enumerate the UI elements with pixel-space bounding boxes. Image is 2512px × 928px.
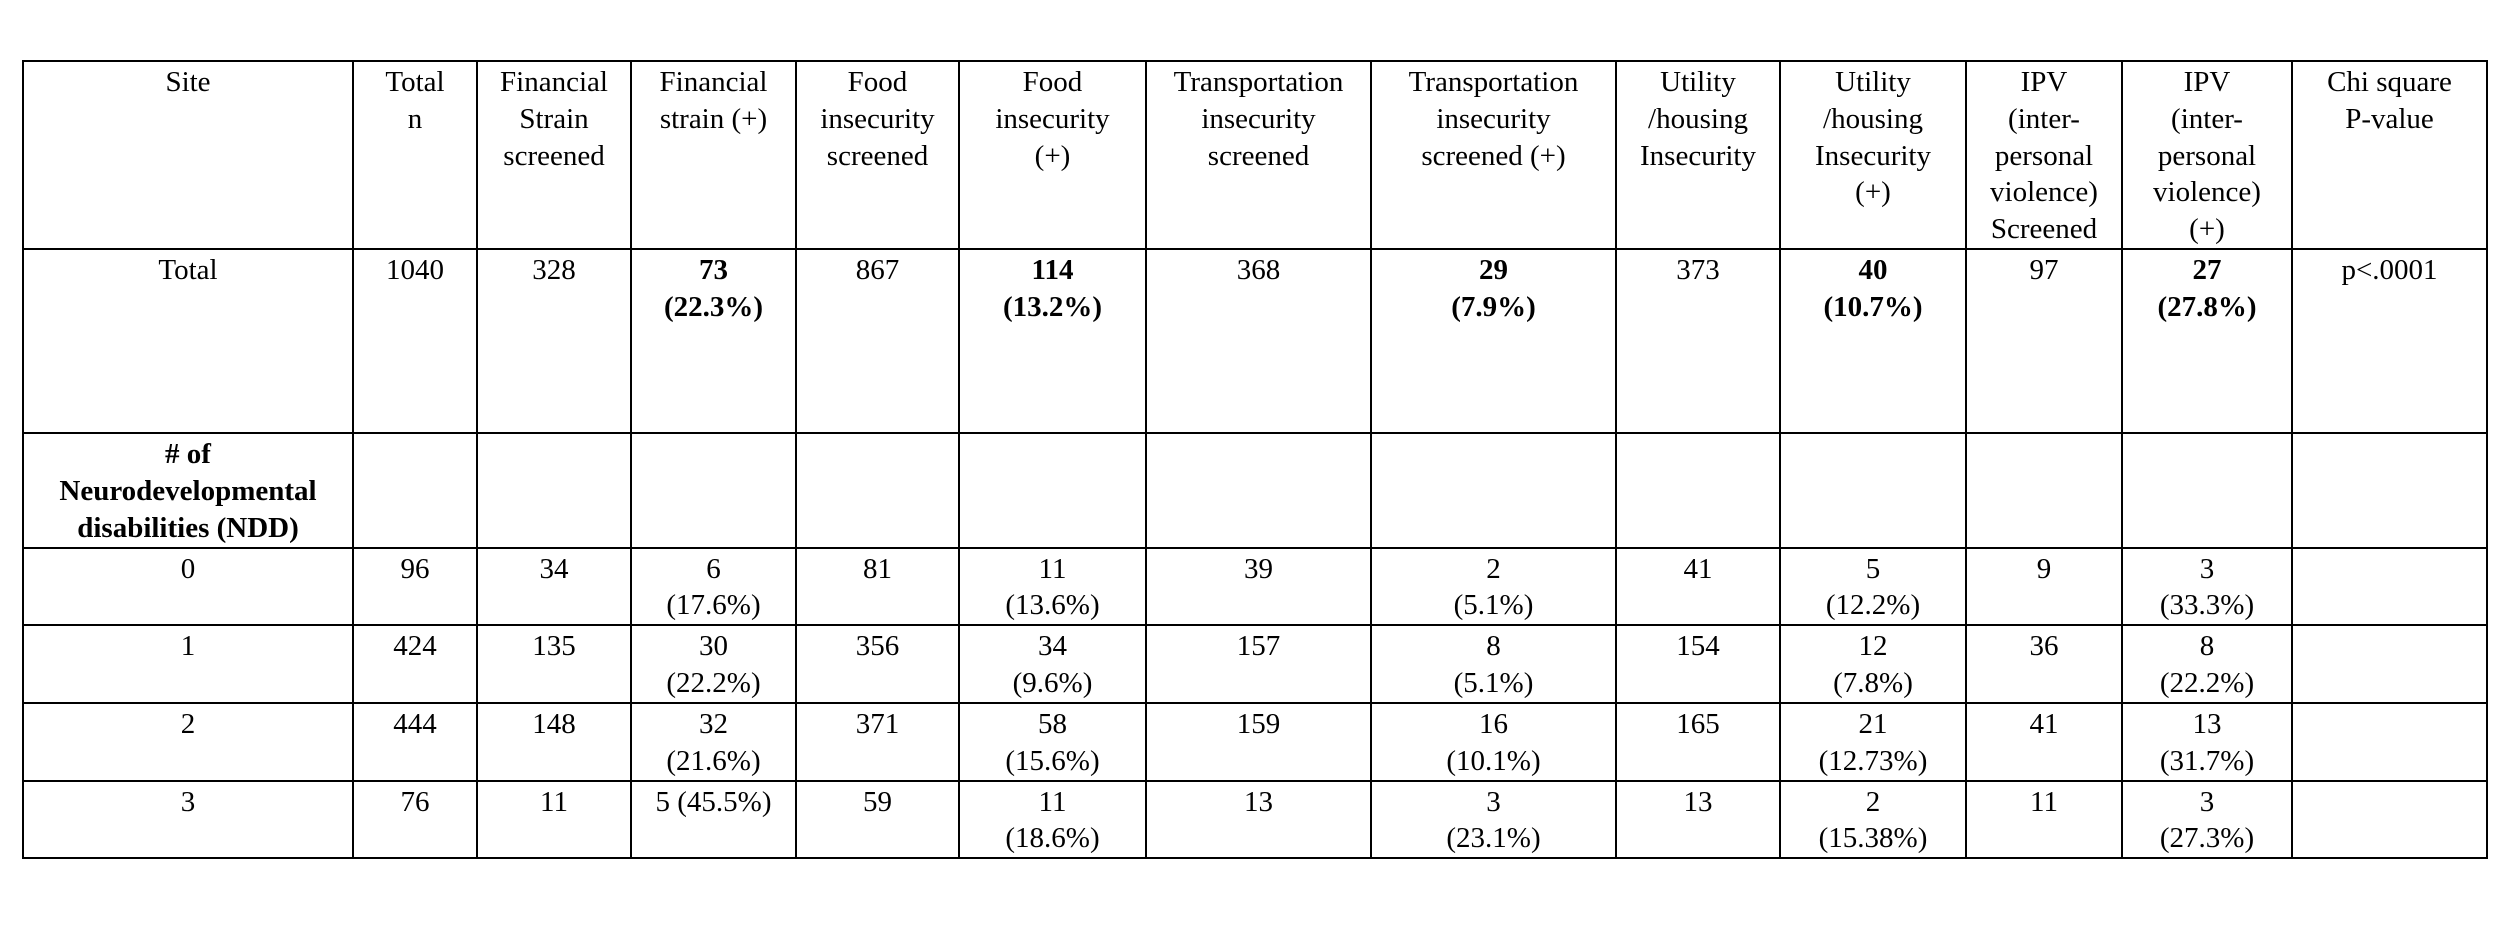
financial-screened-cell: 34 [477, 548, 631, 626]
empty-cell [2122, 433, 2292, 547]
food-screened-cell: 59 [796, 781, 959, 859]
ipv-screened-cell: 41 [1966, 703, 2122, 781]
total-n-cell: 96 [353, 548, 477, 626]
financial-screened-cell: 11 [477, 781, 631, 859]
site-cell: 3 [23, 781, 353, 859]
empty-cell [1616, 433, 1780, 547]
food-screened-cell: 81 [796, 548, 959, 626]
ipv-positive-cell: 13 (31.7%) [2122, 703, 2292, 781]
ipv-positive-cell: 8 (22.2%) [2122, 625, 2292, 703]
header-transportation-positive: Transportation insecurity screened (+) [1371, 61, 1616, 249]
header-site: Site [23, 61, 353, 249]
header-food-insecurity-positive: Food insecurity (+) [959, 61, 1146, 249]
total-site-cell: Total [23, 249, 353, 433]
transport-screened-cell: 159 [1146, 703, 1371, 781]
total-row [23, 249, 2487, 433]
ipv-screened-cell: 11 [1966, 781, 2122, 859]
total-financial-positive-cell: 73 (22.3%) [631, 249, 796, 433]
header-chi-square-p-value: Chi square P-value [2292, 61, 2487, 249]
utility-screened-cell: 154 [1616, 625, 1780, 703]
utility-positive-cell: 2 (15.38%) [1780, 781, 1966, 859]
transport-positive-cell: 16 (10.1%) [1371, 703, 1616, 781]
total-financial-screened-cell: 328 [477, 249, 631, 433]
table-row [23, 625, 2487, 703]
total-utility-positive-cell: 40 (10.7%) [1780, 249, 1966, 433]
sdoh-ndd-table [22, 60, 2488, 859]
total-n-cell: 76 [353, 781, 477, 859]
ndd-section-label: # of Neurodevelopmental disabilities (NDD) [23, 433, 353, 547]
table-row [23, 781, 2487, 859]
empty-cell [1371, 433, 1616, 547]
header-utility-housing-screened: Utility /housing Insecurity [1616, 61, 1780, 249]
utility-screened-cell: 41 [1616, 548, 1780, 626]
food-positive-cell: 11 (18.6%) [959, 781, 1146, 859]
food-screened-cell: 356 [796, 625, 959, 703]
empty-cell [959, 433, 1146, 547]
empty-cell [353, 433, 477, 547]
section-header-row [23, 433, 2487, 547]
empty-cell [1966, 433, 2122, 547]
total-n-cell: 424 [353, 625, 477, 703]
transport-screened-cell: 39 [1146, 548, 1371, 626]
total-utility-screened-cell: 373 [1616, 249, 1780, 433]
food-positive-cell: 34 (9.6%) [959, 625, 1146, 703]
table-row [23, 703, 2487, 781]
header-financial-strain-positive: Financial strain (+) [631, 61, 796, 249]
utility-positive-cell: 21 (12.73%) [1780, 703, 1966, 781]
financial-screened-cell: 148 [477, 703, 631, 781]
header-row [23, 61, 2487, 249]
empty-cell [477, 433, 631, 547]
header-total-n: Total n [353, 61, 477, 249]
header-utility-housing-positive: Utility /housing Insecurity (+) [1780, 61, 1966, 249]
utility-positive-cell: 12 (7.8%) [1780, 625, 1966, 703]
transport-positive-cell: 8 (5.1%) [1371, 625, 1616, 703]
empty-cell [1780, 433, 1966, 547]
financial-screened-cell: 135 [477, 625, 631, 703]
total-ipv-screened-cell: 97 [1966, 249, 2122, 433]
transport-positive-cell: 2 (5.1%) [1371, 548, 1616, 626]
utility-screened-cell: 13 [1616, 781, 1780, 859]
header-financial-strain-screened: Financial Strain screened [477, 61, 631, 249]
ipv-positive-cell: 3 (27.3%) [2122, 781, 2292, 859]
site-cell: 1 [23, 625, 353, 703]
site-cell: 2 [23, 703, 353, 781]
chi-square-cell [2292, 625, 2487, 703]
chi-square-cell [2292, 781, 2487, 859]
header-ipv-positive: IPV (inter- personal violence) (+) [2122, 61, 2292, 249]
total-chi-square-cell: p<.0001 [2292, 249, 2487, 433]
total-ipv-positive-cell: 27 (27.8%) [2122, 249, 2292, 433]
table-row [23, 548, 2487, 626]
food-positive-cell: 11 (13.6%) [959, 548, 1146, 626]
empty-cell [631, 433, 796, 547]
chi-square-cell [2292, 548, 2487, 626]
utility-positive-cell: 5 (12.2%) [1780, 548, 1966, 626]
total-food-positive-cell: 114 (13.2%) [959, 249, 1146, 433]
food-positive-cell: 58 (15.6%) [959, 703, 1146, 781]
ipv-screened-cell: 9 [1966, 548, 2122, 626]
ipv-positive-cell: 3 (33.3%) [2122, 548, 2292, 626]
total-transport-positive-cell: 29 (7.9%) [1371, 249, 1616, 433]
utility-screened-cell: 165 [1616, 703, 1780, 781]
empty-cell [2292, 433, 2487, 547]
chi-square-cell [2292, 703, 2487, 781]
transport-positive-cell: 3 (23.1%) [1371, 781, 1616, 859]
financial-positive-cell: 5 (45.5%) [631, 781, 796, 859]
financial-positive-cell: 30 (22.2%) [631, 625, 796, 703]
ipv-screened-cell: 36 [1966, 625, 2122, 703]
total-food-screened-cell: 867 [796, 249, 959, 433]
transport-screened-cell: 157 [1146, 625, 1371, 703]
transport-screened-cell: 13 [1146, 781, 1371, 859]
empty-cell [796, 433, 959, 547]
total-n-cell: 1040 [353, 249, 477, 433]
site-cell: 0 [23, 548, 353, 626]
total-n-cell: 444 [353, 703, 477, 781]
food-screened-cell: 371 [796, 703, 959, 781]
financial-positive-cell: 32 (21.6%) [631, 703, 796, 781]
header-ipv-screened: IPV (inter- personal violence) Screened [1966, 61, 2122, 249]
financial-positive-cell: 6 (17.6%) [631, 548, 796, 626]
total-transport-screened-cell: 368 [1146, 249, 1371, 433]
empty-cell [1146, 433, 1371, 547]
header-food-insecurity-screened: Food insecurity screened [796, 61, 959, 249]
header-transportation-screened: Transportation insecurity screened [1146, 61, 1371, 249]
